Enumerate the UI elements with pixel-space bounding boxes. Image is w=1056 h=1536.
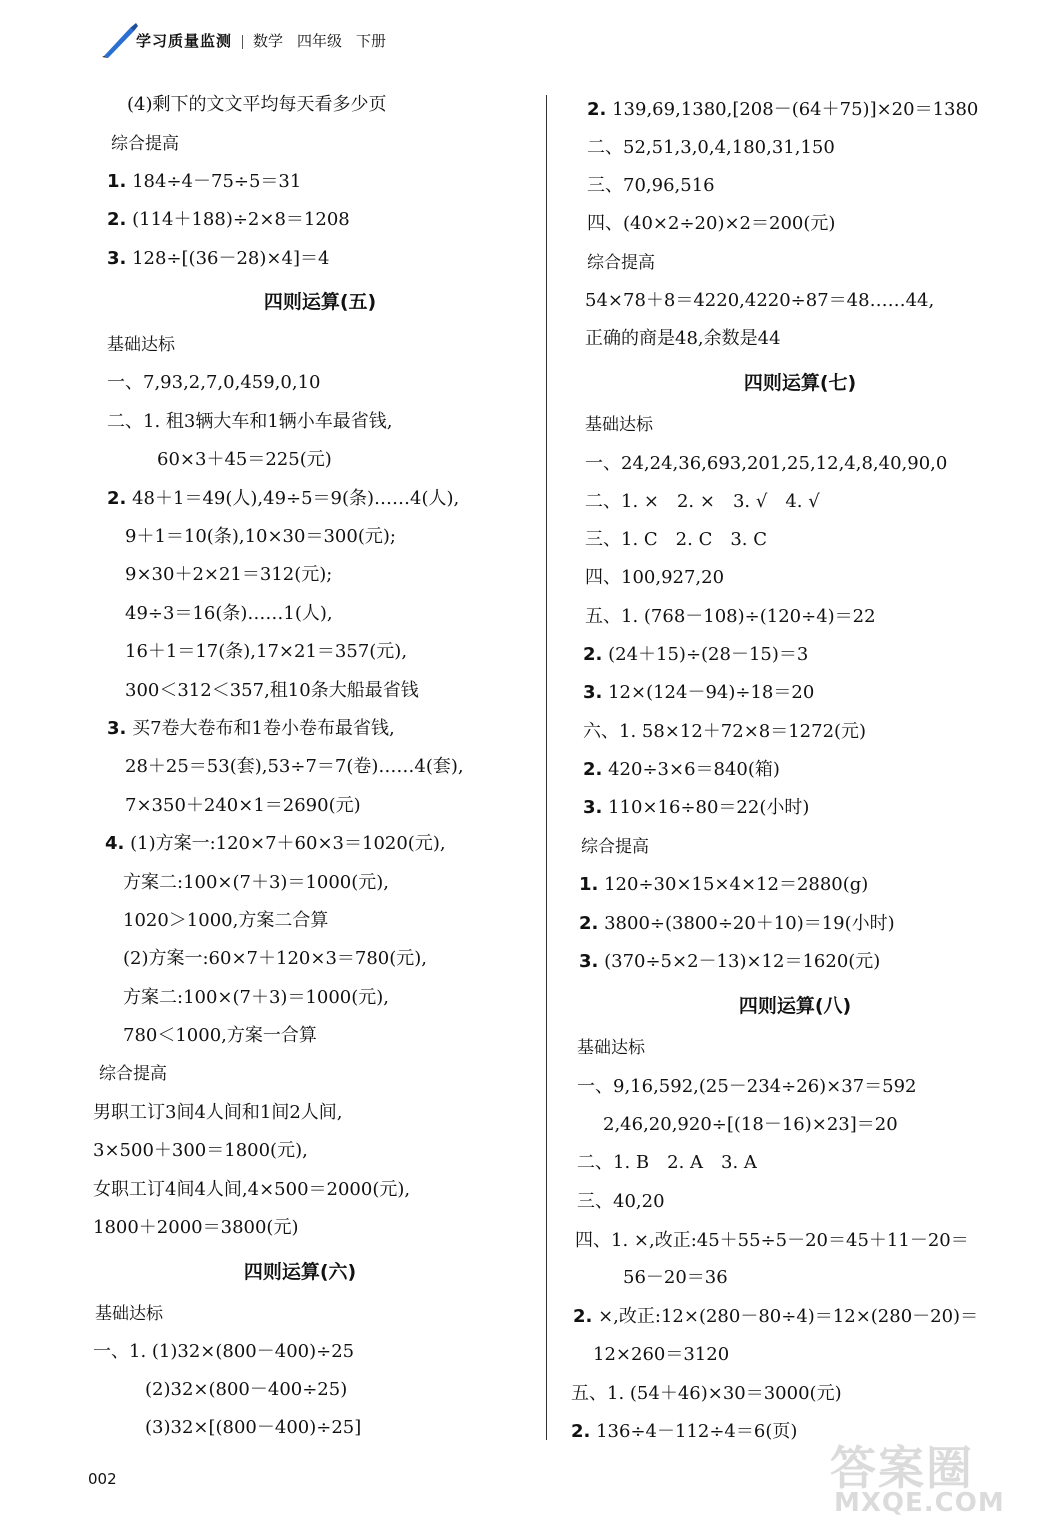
section-heading: 综合提高 (99, 1064, 167, 1084)
answer-line: 9×30＋2×21＝312(元); (125, 564, 333, 585)
item-number: 4. (105, 833, 125, 854)
answer-line (107, 717, 395, 741)
item-number: 3. (107, 718, 127, 739)
answer-line: 56－20＝36 (623, 1267, 728, 1288)
item-number: 3. (583, 682, 603, 703)
answer-text: 184÷4－75÷5＝31 (126, 171, 302, 192)
section-heading: 基础达标 (107, 335, 175, 355)
answer-line (579, 950, 880, 974)
answer-text: 110×16÷80＝22(小时) (602, 797, 810, 818)
answer-line: 三、70,96,516 (587, 175, 715, 196)
answer-text: (24＋15)÷(28－15)＝3 (602, 644, 809, 665)
answer-line: 2,46,20,920÷[(18－16)×23]＝20 (603, 1114, 898, 1135)
column-divider (546, 95, 547, 1440)
answer-line: 780＜1000,方案一合算 (123, 1025, 317, 1046)
volume-label: 下册 (356, 32, 387, 50)
answer-line: 300＜312＜357,租10条大船最省钱 (125, 680, 419, 701)
answer-text: 12×(124－94)÷18＝20 (602, 682, 815, 703)
item-number: 3. (579, 951, 599, 972)
answer-line (583, 643, 808, 667)
item-number: 2. (583, 644, 603, 665)
item-number: 1. (579, 874, 599, 895)
answer-line: 28＋25＝53(套),53÷7＝7(卷)……4(套), (125, 756, 464, 777)
answer-text: (1)方案一:120×7＋60×3＝1020(元), (124, 833, 446, 854)
item-number: 3. (107, 248, 127, 269)
answer-text: 3800÷(3800÷20＋10)＝19(小时) (598, 913, 895, 934)
answer-line: 1020＞1000,方案二合算 (123, 910, 329, 931)
answer-line: 54×78＋8＝4220,4220÷87＝48……44, (585, 290, 935, 311)
answer-line: (3)32×[(800－400)÷25] (145, 1417, 362, 1438)
answer-line (107, 487, 459, 511)
item-number: 2. (107, 209, 127, 230)
answer-line: 1800＋2000＝3800(元) (93, 1217, 299, 1238)
item-number: 2. (107, 488, 127, 509)
subject-label: 数学 (253, 32, 284, 50)
item-number: 2. (579, 913, 599, 934)
answer-line: 49÷3＝16(条)……1(人), (125, 603, 333, 624)
item-number: 2. (571, 1421, 591, 1442)
answer-line: 二、1. 租3辆大车和1辆小车最省钱, (107, 411, 393, 432)
answer-line: 正确的商是48,余数是44 (585, 328, 781, 349)
answer-line: 方案二:100×(7＋3)＝1000(元), (123, 987, 390, 1008)
section-heading: 综合提高 (581, 837, 649, 857)
chapter-title: 四则运算(五) (263, 291, 377, 313)
answer-line: 四、100,927,20 (585, 567, 725, 588)
section-heading: 基础达标 (585, 415, 653, 435)
answer-line: 一、1. (1)32×(800－400)÷25 (93, 1341, 355, 1362)
answer-text: 120÷30×15×4×12＝2880(g) (598, 874, 869, 895)
item-number: 3. (583, 797, 603, 818)
answer-line (583, 758, 780, 782)
item-number: 2. (583, 759, 603, 780)
answer-line (579, 873, 868, 897)
answer-line (107, 170, 301, 194)
header-text (136, 30, 386, 51)
answer-line: 二、1. × 2. × 3. √ 4. √ (585, 491, 820, 512)
answer-text: (114＋188)÷2×8＝1208 (126, 209, 350, 230)
chapter-title: 四则运算(七) (743, 372, 857, 394)
item-number: 2. (573, 1306, 593, 1327)
answer-line: 一、7,93,2,7,0,459,0,10 (107, 372, 321, 393)
answer-line: (2)方案一:60×7＋120×3＝780(元), (123, 948, 428, 969)
answer-line (105, 832, 446, 856)
answer-text: (370÷5×2－13)×12＝1620(元) (598, 951, 881, 972)
watermark-logo (824, 1432, 1030, 1522)
answer-line: 三、40,20 (577, 1191, 665, 1212)
answer-line: 7×350＋240×1＝2690(元) (125, 795, 361, 816)
chapter-title: 四则运算(八) (738, 995, 852, 1017)
watermark-url: MXQE.COM (834, 1488, 1005, 1518)
answer-line (583, 796, 809, 820)
answer-line: 9＋1＝10(条),10×30＝300(元); (125, 526, 396, 547)
answer-line: 12×260＝3120 (593, 1344, 730, 1365)
answer-line: 二、52,51,3,0,4,180,31,150 (587, 137, 835, 158)
answer-line: 3×500＋300＝1800(元), (93, 1140, 308, 1161)
answer-line (579, 912, 895, 936)
grade-label: 四年级 (297, 32, 343, 50)
answer-line: 方案二:100×(7＋3)＝1000(元), (123, 872, 390, 893)
answer-line: 男职工订3间4人间和1间2人间, (93, 1102, 343, 1123)
answer-line: 五、1. (768－108)÷(120÷4)＝22 (585, 606, 876, 627)
section-heading: 综合提高 (587, 253, 655, 273)
answer-line: 三、1. C 2. C 3. C (585, 529, 768, 550)
answer-line: 16＋1＝17(条),17×21＝357(元), (125, 641, 408, 662)
answer-text: 136÷4－112÷4＝6(页) (590, 1421, 798, 1442)
header-separator (242, 35, 243, 49)
answer-text: 买7卷大卷布和1卷小卷布最省钱, (126, 718, 395, 739)
answer-line (573, 1305, 978, 1329)
answer-text: 48＋1＝49(人),49÷5＝9(条)……4(人), (126, 488, 460, 509)
section-heading: 基础达标 (577, 1038, 645, 1058)
answer-line: (4)剩下的文文平均每天看多少页 (127, 94, 387, 115)
answer-text: 128÷[(36－28)×4]＝4 (126, 248, 330, 269)
page-number: 002 (88, 1470, 117, 1488)
answer-line (107, 208, 350, 232)
answer-line: 五、1. (54＋46)×30＝3000(元) (571, 1383, 842, 1404)
answer-line: 四、(40×2÷20)×2＝200(元) (587, 213, 836, 234)
answer-text: 139,69,1380,[208－(64＋75)]×20＝1380 (606, 99, 979, 120)
answer-text: 420÷3×6＝840(箱) (602, 759, 780, 780)
answer-text: ×,改正:12×(280－80÷4)＝12×(280－20)＝ (592, 1306, 979, 1327)
pen-icon (100, 22, 140, 58)
section-heading: 基础达标 (95, 1304, 163, 1324)
answer-line (587, 98, 978, 122)
answer-line: 60×3＋45＝225(元) (157, 449, 332, 470)
answer-line: 六、1. 58×12＋72×8＝1272(元) (583, 721, 867, 742)
answer-line: 女职工订4间4人间,4×500＝2000(元), (93, 1179, 411, 1200)
answer-line: (2)32×(800－400÷25) (145, 1379, 348, 1400)
page-header (100, 22, 500, 58)
section-heading: 综合提高 (111, 134, 179, 154)
answer-line: 四、1. ×,改正:45＋55÷5－20＝45＋11－20＝ (575, 1230, 969, 1251)
item-number: 2. (587, 99, 607, 120)
answer-line: 一、24,24,36,693,201,25,12,4,8,40,90,0 (585, 453, 948, 474)
answer-line: 二、1. B 2. A 3. A (577, 1152, 757, 1173)
answer-line (571, 1420, 797, 1444)
book-title: 学习质量监测 (136, 32, 233, 50)
answer-line: 一、9,16,592,(25－234÷26)×37＝592 (577, 1076, 917, 1097)
chapter-title: 四则运算(六) (243, 1261, 357, 1283)
answer-line (583, 681, 814, 705)
answer-line (107, 247, 329, 271)
item-number: 1. (107, 171, 127, 192)
watermark-text: 答案圈 (830, 1441, 974, 1495)
